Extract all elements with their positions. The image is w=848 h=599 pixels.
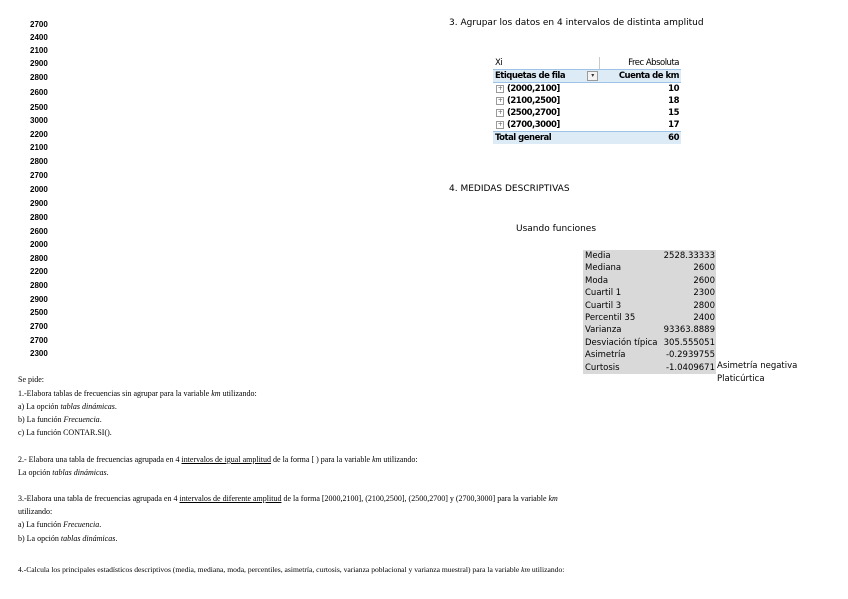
section4-subtitle: Usando funciones <box>516 224 597 234</box>
stat-label: Cuartil 3 <box>585 300 622 311</box>
stat-value: 2528.33333 <box>663 251 715 261</box>
pivot-row-header: Etiquetas de fila <box>495 71 566 81</box>
km-cell: 3000 <box>30 116 48 125</box>
pivot-row-label: (2100,2500] <box>507 96 560 106</box>
q3-pre: 3.-Elabora una tabla de frecuencias agrupada en 4 <box>18 494 180 503</box>
pivot-row-count: 17 <box>668 120 679 130</box>
filter-dropdown-icon[interactable]: ▾ <box>587 71 598 81</box>
stat-value: 2300 <box>693 288 715 299</box>
stat-value: -0.2939755 <box>665 350 715 361</box>
stat-row <box>583 349 716 361</box>
q3-underline: intervalos de diferente amplitud <box>179 494 282 503</box>
km-cell: 2500 <box>30 308 48 317</box>
q2-l2-post: . <box>106 468 109 477</box>
q2-pre: 2.- Elabora una tabla de frecuencias agrupada en 4 <box>18 455 182 464</box>
q1-a-pre: a) La opción <box>18 402 61 411</box>
stat-value: 2400 <box>693 312 715 323</box>
curtosis-note: Platicúrtica <box>717 374 765 384</box>
stat-value: 93363.8889 <box>663 325 715 336</box>
q4-pre: 4.-Calcula los principales estadísticos descriptivos (media, mediana, moda, percentiles, asimetría, curtosis, varianza poblacional y varianza muestral) para la variable <box>18 565 522 574</box>
q1-text: 1.-Elabora tablas de frecuencias sin agrupar para la variable <box>18 389 212 398</box>
km-cell: 2600 <box>30 88 48 97</box>
stat-label: Moda <box>585 275 609 286</box>
q1-b-post: . <box>99 415 102 424</box>
stat-row <box>583 262 716 274</box>
pivot-row <box>493 83 681 95</box>
q1-b-pre: b) La función <box>18 415 64 424</box>
q2-l2-pre: La opción <box>18 468 53 477</box>
q4-var: km <box>521 565 530 574</box>
stat-row <box>583 300 716 312</box>
q3-a-pre: a) La función <box>18 520 64 529</box>
q3-b-em: tablas dinámicas <box>60 534 116 543</box>
q2-l2-em: tablas dinámicas <box>52 468 107 477</box>
stat-row <box>583 250 716 262</box>
section4-title: 4. MEDIDAS DESCRIPTIVAS <box>449 184 570 194</box>
stat-label: Desviación típica <box>585 337 658 348</box>
km-cell: 2700 <box>30 171 48 180</box>
km-cell: 2200 <box>30 130 48 139</box>
stat-label: Curtosis <box>585 362 620 373</box>
pivot-total-label: Total general <box>495 133 552 143</box>
q3-b-post: . <box>115 534 118 543</box>
km-cell: 2700 <box>30 20 48 29</box>
q3-post: de la forma [2000,2100], (2100,2500], (2500,2700] y (2700,3000] para la variable <box>281 494 549 503</box>
km-cell: 2900 <box>30 295 48 304</box>
pivot-row <box>493 107 681 119</box>
q1-text-end: utilizando: <box>220 389 257 398</box>
expand-icon[interactable]: + <box>497 97 503 104</box>
q2-underline: intervalos de igual amplitud <box>181 455 272 464</box>
q2-post: de la forma [ ) para la variable <box>271 455 373 464</box>
km-cell: 2800 <box>30 254 48 263</box>
expand-icon[interactable]: + <box>497 121 503 128</box>
q1-a-em: tablas dinámicas <box>60 402 115 411</box>
stat-row <box>583 324 716 336</box>
q4-line <box>18 565 564 574</box>
stat-row <box>583 362 716 374</box>
expand-icon[interactable]: + <box>497 109 503 116</box>
se-pide-label: Se pide: <box>18 375 44 384</box>
q1-option-a <box>18 402 117 411</box>
km-cell: 2800 <box>30 157 48 166</box>
km-cell: 2000 <box>30 185 48 194</box>
pivot-column-header <box>493 70 681 83</box>
stat-row <box>583 287 716 299</box>
stat-label: Media <box>585 251 611 261</box>
stat-value: -1.0409671 <box>665 362 715 373</box>
pivot-row <box>493 119 681 131</box>
stat-label: Percentil 35 <box>585 312 636 323</box>
q3-line2: utilizando: <box>18 507 53 516</box>
stat-label: Mediana <box>585 263 622 274</box>
km-cell: 2600 <box>30 227 48 236</box>
stat-row <box>583 337 716 349</box>
pivot-row-label: (2700,3000] <box>507 120 560 130</box>
stat-value: 305.555051 <box>663 337 715 348</box>
km-cell: 2400 <box>30 33 48 42</box>
q4-post: utilizando: <box>529 565 565 574</box>
pivot-row-count: 10 <box>668 84 679 94</box>
pivot-row-label: (2500,2700] <box>507 108 560 118</box>
pivot-xi-label: Xi <box>495 58 503 68</box>
stat-value: 2600 <box>693 263 715 274</box>
q3-a-em: Frecuencia <box>63 520 100 529</box>
km-cell: 2700 <box>30 336 48 345</box>
q1-b-em: Frecuencia <box>63 415 100 424</box>
stat-value: 2600 <box>693 275 715 286</box>
km-cell: 2200 <box>30 267 48 276</box>
expand-icon[interactable]: + <box>497 85 503 92</box>
km-cell: 2500 <box>30 103 48 112</box>
km-cell: 2700 <box>30 322 48 331</box>
q1-line <box>18 389 257 398</box>
pivot-row-label: (2000,2100] <box>507 84 560 94</box>
km-cell: 2100 <box>30 46 48 55</box>
stat-row <box>583 312 716 324</box>
km-cell: 2800 <box>30 213 48 222</box>
stat-value: 2800 <box>693 300 715 311</box>
pivot-row <box>493 95 681 107</box>
pivot-value-header: Cuenta de km <box>618 71 679 81</box>
pivot-total-row <box>493 131 681 144</box>
q1-option-c: c) La función CONTAR.SI(). <box>18 428 112 437</box>
km-cell: 2800 <box>30 73 48 82</box>
pivot-frec-label: Frec Absoluta <box>628 58 679 68</box>
q1-a-post: . <box>114 402 117 411</box>
km-cell: 2900 <box>30 59 48 68</box>
stat-label: Varianza <box>585 325 622 336</box>
q3-b-pre: b) La opción <box>18 534 61 543</box>
q1-var: km <box>211 389 221 398</box>
km-cell: 2300 <box>30 349 48 358</box>
km-cell: 2000 <box>30 240 48 249</box>
stat-row <box>583 275 716 287</box>
q1-option-b <box>18 415 102 424</box>
section3-title: 3. Agrupar los datos en 4 intervalos de distinta amplitud <box>449 18 704 28</box>
q2-line <box>18 455 418 464</box>
stats-table <box>583 250 716 374</box>
q2-end: utilizando: <box>381 455 418 464</box>
asimetria-note: Asimetría negativa <box>717 361 798 371</box>
km-cell: 2100 <box>30 143 48 152</box>
km-cell: 2900 <box>30 199 48 208</box>
q3-line <box>18 494 558 503</box>
pivot-total-value: 60 <box>668 133 679 143</box>
q3-option-b <box>18 534 117 543</box>
pivot-top-header <box>493 57 681 70</box>
q2-line2 <box>18 468 109 477</box>
q3-a-post: . <box>99 520 102 529</box>
q2-var: km <box>372 455 382 464</box>
q3-option-a <box>18 520 101 529</box>
stat-label: Asimetría <box>585 350 626 361</box>
pivot-row-count: 15 <box>668 108 679 118</box>
q3-var: km <box>548 494 558 503</box>
pivot-table <box>493 57 681 144</box>
stat-label: Cuartil 1 <box>585 288 622 299</box>
km-cell: 2800 <box>30 281 48 290</box>
pivot-row-count: 18 <box>668 96 679 106</box>
